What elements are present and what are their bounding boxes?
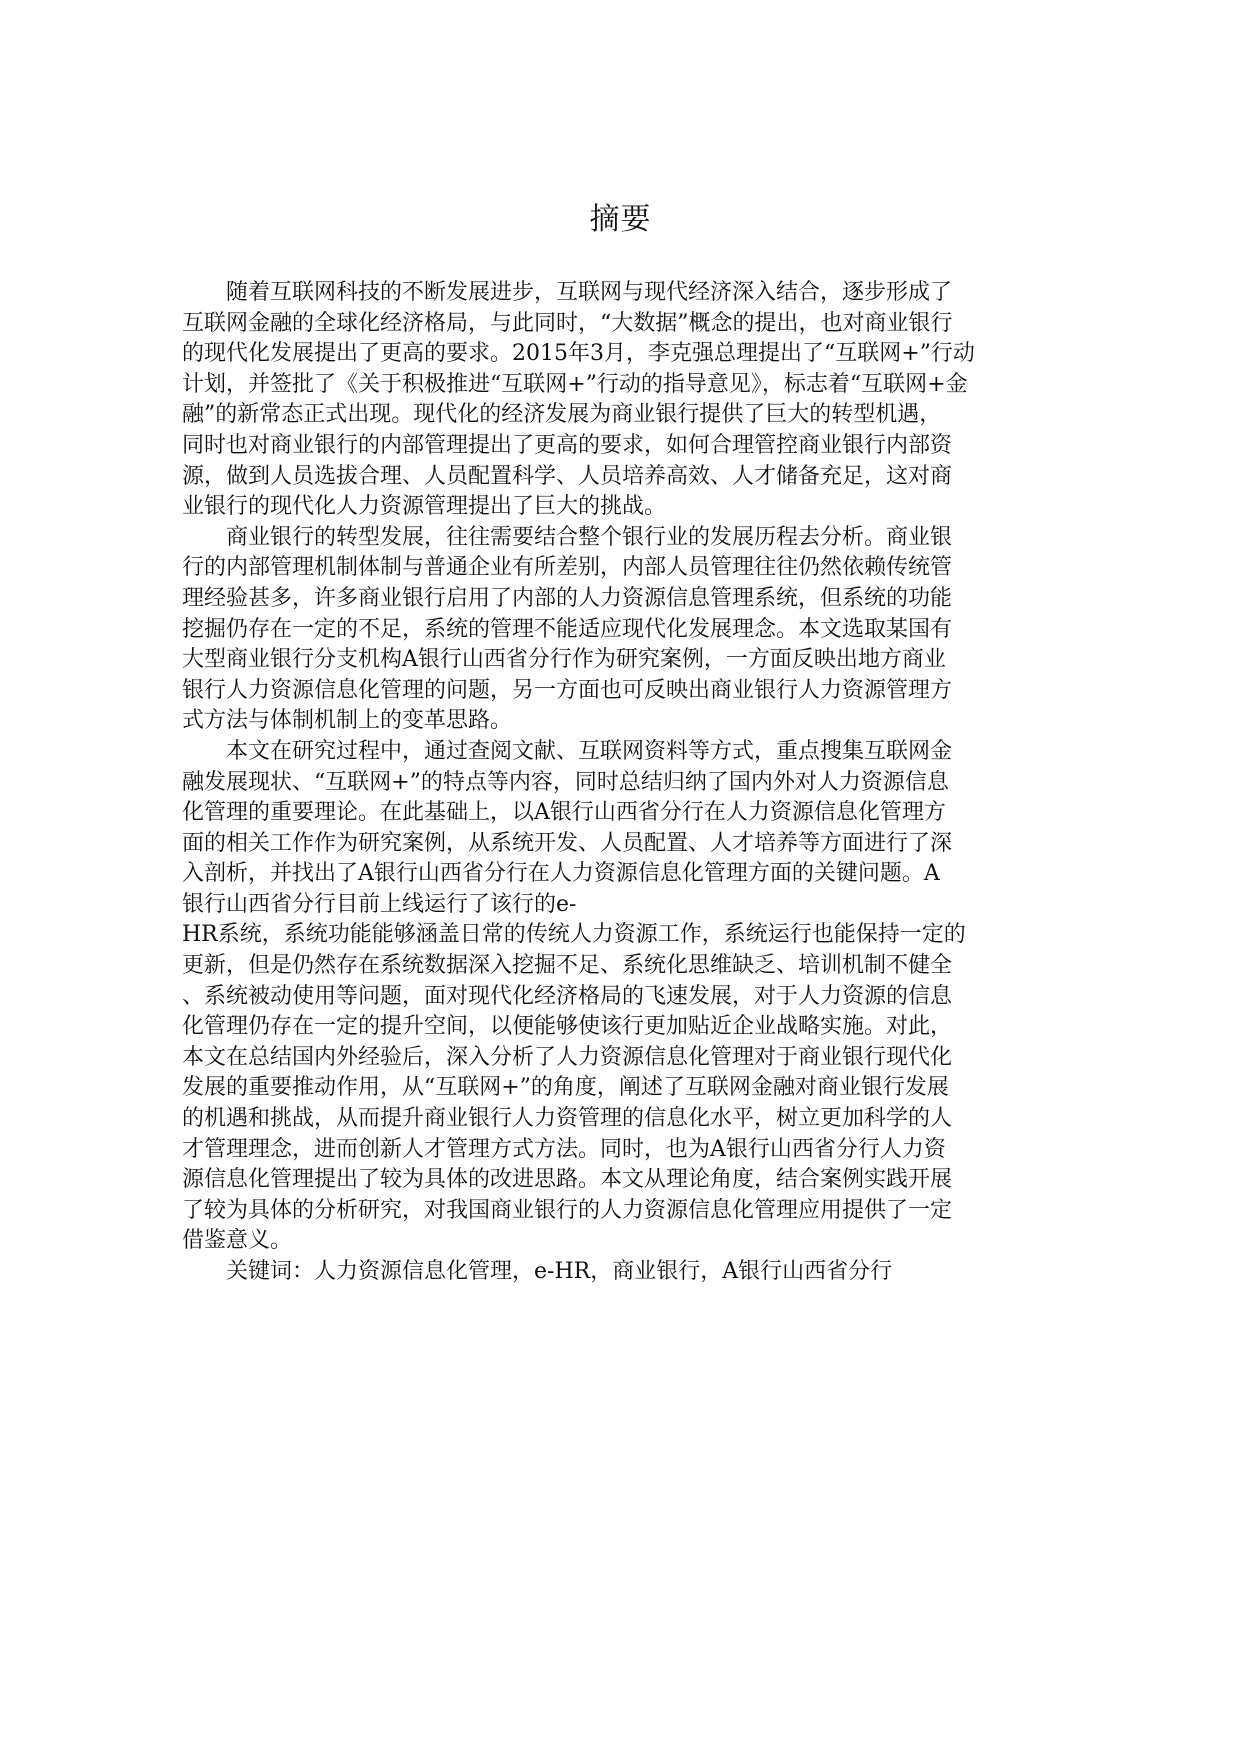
keywords-text: 人力资源信息化管理，e-HR，商业银行，A银行山西省分行	[314, 1259, 893, 1284]
abstract-body	[182, 278, 1056, 1288]
paragraph-line: 入剖析，并找出了A银行山西省分行在人力资源信息化管理方面的关键问题。A	[182, 861, 940, 887]
paragraph-line: 银行人力资源信息化管理的问题，另一方面也可反映出商业银行人力资源管理方	[182, 677, 953, 703]
paragraph-line: 、系统被动使用等问题，面对现代化经济格局的飞速发展，对于人力资源的信息	[182, 983, 953, 1009]
paragraph-line: 借鉴意义。	[182, 1228, 293, 1254]
paragraph-line: 才管理理念，进而创新人才管理方式方法。同时，也为A银行山西省分行人力资	[182, 1136, 946, 1162]
paragraph-line: 计划，并签批了《关于积极推进“互联网+”行动的指导意见》，标志着“互联网+金	[182, 371, 968, 397]
paragraph-line: 随着互联网科技的不断发展进步，互联网与现代经济深入结合，逐步形成了	[226, 280, 953, 305]
paragraph-line: 化管理的重要理论。在此基础上，以A银行山西省分行在人力资源信息化管理方	[182, 800, 946, 826]
paragraph-line: 本文在研究过程中，通过查阅文献、互联网资料等方式，重点搜集互联网金	[226, 738, 953, 764]
keywords-label: 关键词：	[226, 1259, 315, 1284]
paragraph-line: 银行山西省分行目前上线运行了该行的e-	[182, 891, 577, 917]
paragraph-line: 化管理仍存在一定的提升空间，以便能够使该行更加贴近企业战略实施。对此，	[182, 1014, 953, 1040]
paragraph-line: 的机遇和挑战，从而提升商业银行人力资管理的信息化水平，树立更加科学的人	[182, 1106, 953, 1132]
paragraph-line: 挖掘仍存在一定的不足，系统的管理不能适应现代化发展理念。本文选取某国有	[182, 616, 953, 642]
paragraph-line: 面的相关工作作为研究案例，从系统开发、人员配置、人才培养等方面进行了深	[182, 830, 953, 856]
paragraph-line: 的现代化发展提出了更高的要求。2015年3月，李克强总理提出了“互联网+”行动	[182, 341, 975, 367]
paragraph-line: 融”的新常态正式出现。现代化的经济发展为商业银行提供了巨大的转型机遇，	[182, 402, 942, 428]
paragraph-line: 更新，但是仍然存在系统数据深入挖掘不足、系统化思维缺乏、培训机制不健全	[182, 953, 953, 979]
paragraph-2	[182, 523, 1056, 737]
paragraph-3	[182, 737, 1056, 1257]
paragraph-line: 理经验甚多，许多商业银行启用了内部的人力资源信息管理系统，但系统的功能	[182, 585, 953, 611]
paragraph-line: 行的内部管理机制体制与普通企业有所差别，内部人员管理往往仍然依赖传统管	[182, 555, 953, 581]
paragraph-line: 式方法与体制机制上的变革思路。	[182, 708, 513, 734]
paragraph-line: 发展的重要推动作用，从“互联网+”的角度，阐述了互联网金融对商业银行发展	[182, 1075, 949, 1101]
paragraph-line: 商业银行的转型发展，往往需要结合整个银行业的发展历程去分析。商业银	[226, 524, 953, 550]
paragraph-line: 了较为具体的分析研究，对我国商业银行的人力资源信息化管理应用提供了一定	[182, 1197, 953, 1223]
paragraph-line: 本文在总结国内外经验后，深入分析了人力资源信息化管理对于商业银行现代化	[182, 1044, 953, 1070]
paragraph-line: 互联网金融的全球化经济格局，与此同时，“大数据”概念的提出，也对商业银行	[182, 310, 953, 336]
paragraph-line: 业银行的现代化人力资源管理提出了巨大的挑战。	[182, 494, 667, 520]
paragraph-line: 大型商业银行分支机构A银行山西省分行作为研究案例，一方面反映出地方商业	[182, 647, 946, 673]
page-title: 摘要	[589, 202, 652, 238]
paragraph-line: HR系统，系统功能能够涵盖日常的传统人力资源工作，系统运行也能保持一定的	[182, 922, 966, 948]
paragraph-line: 源，做到人员选拔合理、人员配置科学、人员培养高效、人才储备充足，这对商	[182, 463, 953, 489]
paragraph-line: 同时也对商业银行的内部管理提出了更高的要求，如何合理管控商业银行内部资	[182, 432, 953, 458]
paragraph-line: 融发展现状、“互联网+”的特点等内容，同时总结归纳了国内外对人力资源信息	[182, 769, 949, 795]
paragraph-line: 源信息化管理提出了较为具体的改进思路。本文从理论角度，结合案例实践开展	[182, 1167, 953, 1193]
keywords-line	[182, 1257, 1056, 1288]
paragraph-1	[182, 278, 1056, 523]
